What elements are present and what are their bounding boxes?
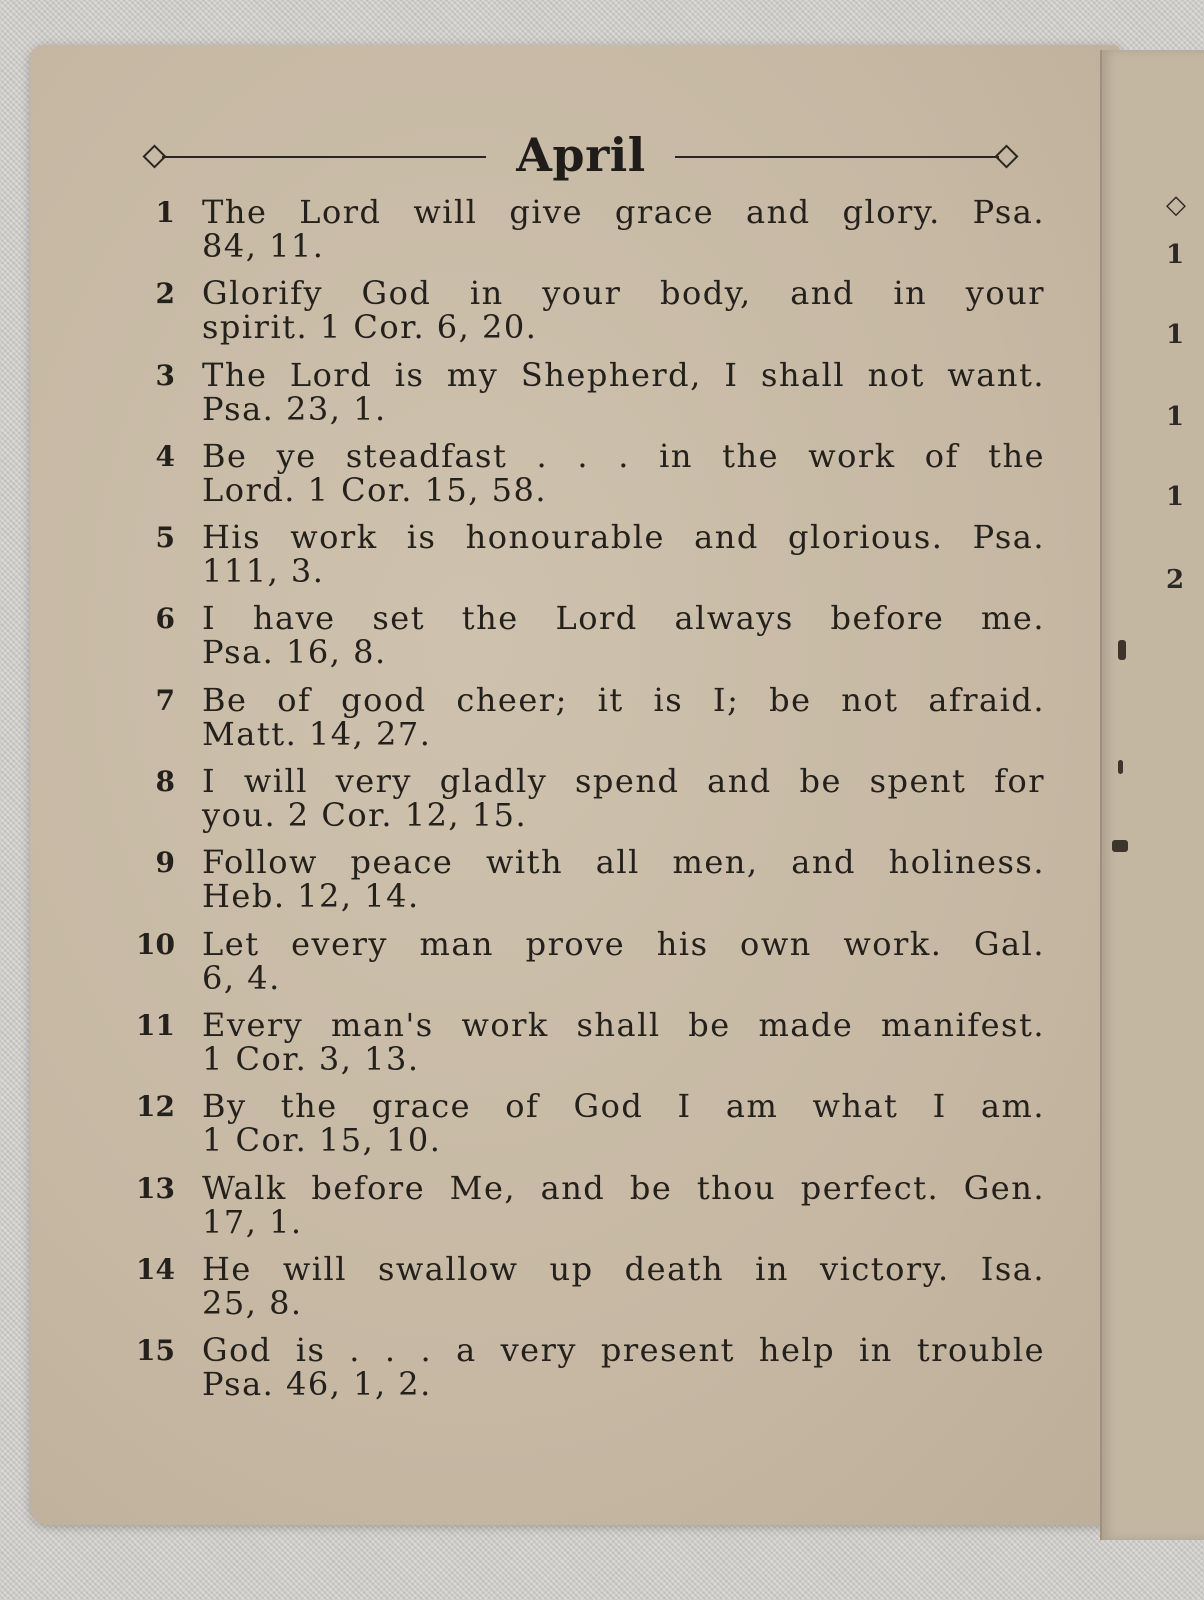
verse-line: Walk before Me, and be thou perfect. Gen.: [202, 1168, 1045, 1207]
day-number: 2: [155, 277, 175, 311]
day-number: 4: [155, 439, 175, 473]
right-page-edge: [1100, 50, 1204, 1540]
list-item: [110, 924, 1045, 1008]
verse-reference: 111, 3.: [202, 552, 325, 591]
binding-stitch: [1112, 840, 1128, 852]
day-number: 14: [136, 1252, 175, 1286]
binding-stitch: [1118, 760, 1123, 774]
verse-line: Glorify God in your body, and in your: [202, 274, 1045, 313]
day-number: 9: [155, 846, 175, 880]
day-number: 15: [136, 1334, 175, 1368]
day-number: 5: [155, 521, 175, 555]
day-number: 10: [136, 927, 175, 961]
verse-text: [202, 1249, 1045, 1322]
verse-text: [202, 1168, 1045, 1241]
verse-reference: Psa. 16, 8.: [202, 633, 387, 672]
verse-reference: you. 2 Cor. 12, 15.: [202, 796, 528, 835]
verse-text: [202, 518, 1045, 591]
verse-reference: Heb. 12, 14.: [202, 877, 420, 916]
verse-line: Be ye steadfast . . . in the work of the: [202, 436, 1045, 475]
verse-line: Follow peace with all men, and holiness.: [202, 843, 1045, 882]
list-item: [110, 1168, 1045, 1252]
day-number: 11: [136, 1008, 175, 1042]
verse-line: By the grace of God I am what I am.: [202, 1087, 1045, 1126]
verse-line: His work is honourable and glorious. Psa.: [202, 518, 1045, 557]
next-page-diamond-icon: ◇: [1166, 190, 1186, 220]
verse-text: [202, 924, 1045, 997]
verse-text: [202, 274, 1045, 347]
verse-text: [202, 762, 1045, 835]
day-number: 3: [155, 358, 175, 392]
day-number: 12: [136, 1090, 175, 1124]
list-item: [110, 764, 1045, 845]
verse-text: [202, 680, 1045, 753]
verse-text: [202, 1331, 1045, 1404]
verse-text: [202, 436, 1045, 509]
verse-text: [202, 355, 1045, 428]
verse-reference: 1 Cor. 3, 13.: [202, 1039, 420, 1078]
verse-list: [110, 195, 1045, 1414]
list-item: [110, 1249, 1045, 1333]
verse-line: Be of good cheer; it is I; be not afraid.: [202, 680, 1045, 719]
verse-reference: 6, 4.: [202, 958, 281, 997]
next-page-fragment: 1: [1166, 402, 1185, 432]
day-number: 6: [155, 602, 175, 636]
verse-line: He will swallow up death in victory. Isa.: [202, 1249, 1045, 1288]
list-item: [110, 1089, 1045, 1170]
list-item: [110, 1333, 1045, 1414]
verse-line: I will very gladly spend and be spent for: [202, 762, 1045, 801]
list-item: [110, 436, 1045, 520]
verse-reference: Psa. 23, 1.: [202, 389, 387, 428]
verse-reference: Matt. 14, 27.: [202, 714, 432, 753]
list-item: [110, 520, 1045, 601]
binding-stitch: [1118, 640, 1126, 660]
month-header: [140, 128, 1022, 188]
day-number: 1: [155, 196, 175, 229]
list-item: [110, 355, 1045, 439]
day-number: 13: [136, 1171, 175, 1205]
verse-text: [202, 1005, 1045, 1078]
next-page-fragment: 1: [1166, 240, 1185, 270]
next-page-fragment: 1: [1166, 482, 1185, 512]
verse-reference: 25, 8.: [202, 1283, 303, 1322]
verse-reference: spirit. 1 Cor. 6, 20.: [202, 308, 538, 347]
verse-line: Let every man prove his own work. Gal.: [202, 924, 1045, 963]
list-item: [110, 195, 1045, 276]
verse-text: [202, 843, 1045, 916]
verse-line: The Lord will give grace and glory. Psa.: [202, 193, 1045, 231]
list-item: [110, 845, 1045, 926]
list-item: [110, 680, 1045, 764]
day-number: 8: [155, 765, 175, 799]
verse-reference: 84, 11.: [202, 227, 325, 265]
next-page-fragment: 2: [1166, 565, 1185, 595]
list-item: [110, 601, 1045, 682]
verse-reference: 17, 1.: [202, 1202, 303, 1241]
verse-reference: 1 Cor. 15, 10.: [202, 1121, 442, 1160]
right-rule: [675, 156, 999, 158]
verse-line: The Lord is my Shepherd, I shall not want.: [202, 355, 1045, 394]
verse-reference: Lord. 1 Cor. 15, 58.: [202, 470, 547, 509]
verse-reference: Psa. 46, 1, 2.: [202, 1365, 432, 1404]
day-number: 7: [155, 683, 175, 717]
verse-line: Every man's work shall be made manifest.: [202, 1005, 1045, 1044]
verse-text: [202, 1087, 1045, 1160]
next-page-fragment: 1: [1166, 320, 1185, 350]
list-item: [110, 276, 1045, 357]
verse-line: God is . . . a very present help in trouble: [202, 1331, 1045, 1370]
page-title: April: [516, 128, 646, 182]
verse-line: I have set the Lord always before me.: [202, 599, 1045, 638]
verse-text: [202, 195, 1045, 263]
verse-text: [202, 599, 1045, 672]
list-item: [110, 1005, 1045, 1089]
